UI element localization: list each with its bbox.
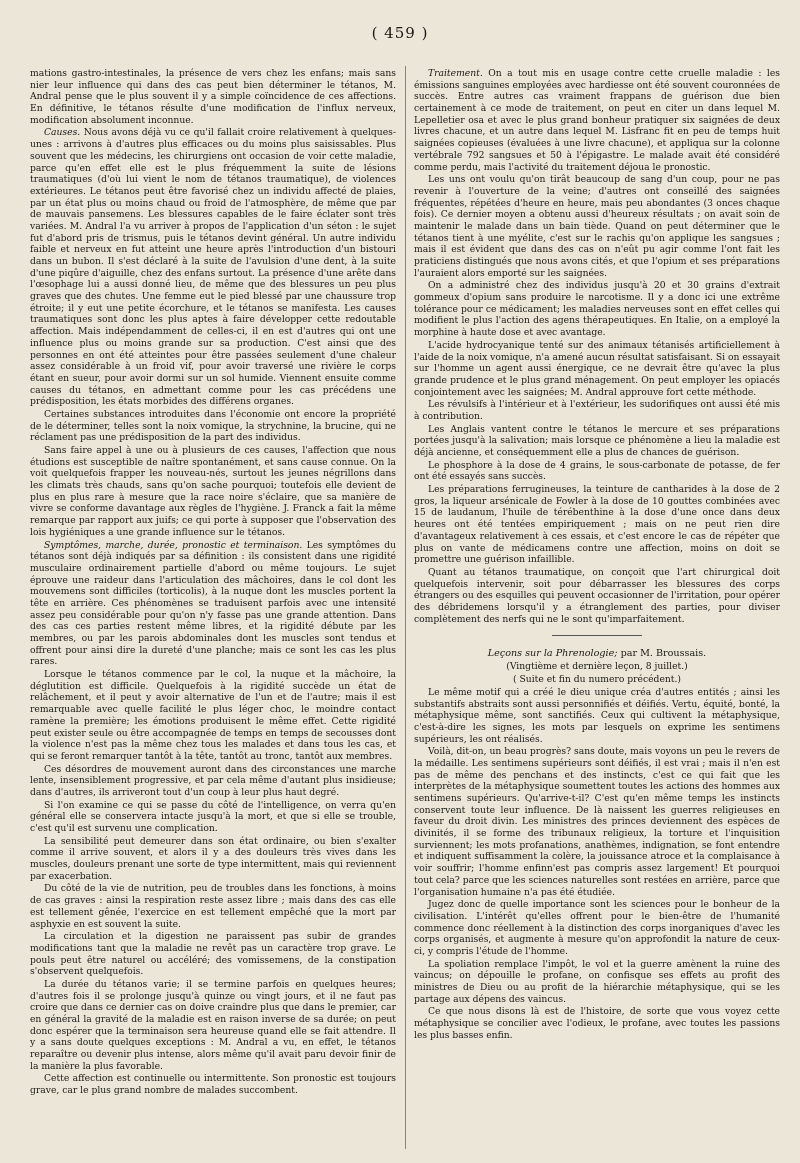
paragraph: L'acide hydrocyanique tenté sur des animaux tétanisés artificiellement à l'aide de la noix vomique, n'a amené aucun résultat satisfaisant. Si on essayait sur l'homme un agent aussi énergique, ce ne devrait être qu'avec la plus grande prudence et le plus grand ménagement. On peut employer les opiacés conjointement avec les saignées; M. Andral approuve fort cette méthode.: [414, 339, 781, 398]
paragraph: La sensibilité peut demeurer dans son état ordinaire, ou bien s'exalter comme il arrive souvent, et alors il y a des douleurs très vives dans les muscles, douleurs prenant une sorte de type intermittent, mais qui reviennent par exacerbation.: [30, 835, 396, 882]
paragraph: Lorsque le tétanos commence par le col, la nuque et la mâchoire, la déglutition est difficile. Quelquefois à la rigidité succède un état de relâchement, et il peut y avoir alternative de l'un et de l'autre; mais il est remarquable avec quelle facilité le plus léger choc, le moindre contact ramène la première; les émotions produisent le même effet. Cette rigidité peut exister seule ou être accompagnée de temps en temps de secousses dont la violence n'est pas la même chez tous les malades et dans tous les cas, et qui se feront remarquer tantôt à la tête, tantôt au tronc, tantôt aux membres.: [30, 669, 396, 762]
paragraph-treatment: [414, 68, 780, 173]
paragraph-symptoms: [30, 540, 396, 669]
paragraph-text: Les symptômes du tétanos sont déjà indiqués par sa définition : ils consistent dans une rigidité musculaire ordinairement partielle d'abord ou même toujours. Le sujet éprouve une raideur dans l'articulation des mâchoires, dans le col dont les mouvemens sont difficiles (torticolis), à la nuque dont les muscles portent la tête en arrière. Ces phénomènes se traduisent parfois avec une intensité assez peu considérable pour qu'on n'y fasse pas une grande attention. Dans des cas ces parties restent même libres, et la rigidité débute par les membres, ou par les parois abdominales dont les muscles sont tendus et offrent pour ainsi dire la dureté d'une planche; mais ce sont les cas les plus rares.: [30, 539, 396, 668]
paragraph: Certaines substances introduites dans l'économie ont encore la propriété de le déterminer, telles sont la noix vomique, la strychnine, la brucine, qui ne réclament pas une prédisposition de la part des individus.: [30, 408, 396, 444]
article-subtitle: (Vingtième et dernière leçon, 8 juillet.): [506, 661, 688, 673]
paragraph: Si l'on examine ce qui se passe du côté de l'intelligence, on verra qu'en général elle se conservera intacte jusqu'à la mort, et que si elle se trouble, c'est qu'il est survenu une complication.: [30, 799, 396, 834]
paragraph: Les révulsifs à l'intérieur et à l'extérieur, les sudorifiques ont aussi été mis à contribution.: [414, 399, 780, 422]
paragraph: Ces désordres de mouvement auront dans des circonstances une marche lente, insensiblement progressive, et par cela même d'autant plus insidieuse; dans d'autres, ils arriveront tout d'un coup à leur plus haut degré.: [30, 763, 396, 798]
article-title: [414, 648, 780, 660]
paragraph-text: Nous avons déjà vu ce qu'il fallait croire relativement à quelques-unes : arrivons à d'autres plus efficaces ou du moins plus saisissables. Plus souvent que les médecins, les chirurgiens ont occasion de voir cette maladie, parce qu'en effet elle est le plus fréquemment la suite de lésions traumatiques (d'où lui vient le nom de tétanos traumatique), de violences extérieures. Le tétanos peut être favorisé chez un individu affecté de plaies, par un état plus ou moins chaud ou froid de l'atmosphère, de même que par de mauvais pansemens. Les blessures capables de le faire éclater sont très variées. M. Andral l'a vu arriver à propos de l'application d'un séton : le sujet fut d'abord pris de trismus, puis le tétanos devint général. Un autre individu faible et nerveux en fut atteint une heure après l'introduction d'un bistouri dans un bubon. Il s'est déclaré à la suite de l'avulsion d'une dent, à la suite d'une piqûre d'aiguille, chez des enfans surtout. La présence d'une arête dans l'œsophage lui a aussi donné lieu, de même que des blessures un peu plus graves que des chutes. Une femme eut le pied blessé par une chaussure trop étroite; il y eut une petite écorchure, et le tétanos se manifesta. Les causes traumatiques sont donc les plus aptes à faire développer cette redoutable affection. Mais indépendamment de celles-ci, il en est d'autres qui ont une influence plus ou moins grande sur sa production. C'est ainsi que des personnes en ont été atteintes pour être passées seulement d'une chaleur assez considérable à un froid vif, pour avoir traversé une rivière le corps étant en sueur, pour avoir dormi sur un sol humide. Viennent ensuite comme causes du tétanos, en admettant comme pour les cas précédens une prédisposition, les états morbides des différens organes.: [30, 127, 396, 408]
paragraph: La spoliation remplace l'impôt, le vol et la guerre amènent la ruine des vaincus; on dépouille le profane, on confisque ses effets au profit des ministres de Dieu ou au profit de la hiérarchie métaphysique, qui se les partage aux dépens des vaincus.: [414, 958, 780, 1005]
paragraph: Sans faire appel à une ou à plusieurs de ces causes, l'affection que nous étudions est susceptible de naître spontanément, et sans cause connue. On la voit quelquefois frapper les nouveau-nés, surtout les jeunes négrillons dans les climats très chauds, sans qu'on sache pourquoi; toutefois elle devient de plus en plus rare à mesure que la race noire s'éclaire, que sa manière de vivre se conforme davantage aux règles de l'hygiène. J. Franck a fait la même remarque par rapport aux juifs; ce qui porte à supposer que l'observation des lois hygiéniques a une grande influence sur le tétanos.: [30, 445, 396, 538]
paragraph: La durée du tétanos varie; il se termine parfois en quelques heures; d'autres fois il se prolonge jusqu'à quinze ou vingt jours, et il ne faut pas croire que dans ce dernier cas on doive craindre plus que dans le premier, car en général la gravité de la maladie est en raison inverse de sa durée; on peut donc espérer que la terminaison sera heureuse quand elle se fait attendre. Il y a sans doute quelques exceptions : M. Andral a vu, en effet, le tétanos reparaître ou devenir plus intense, alors même qu'il avait paru devoir finir de la manière la plus favorable.: [30, 978, 396, 1072]
article-title-text: Leçons sur la Phrenologie;: [487, 648, 618, 660]
article-author: par M. Broussais.: [617, 648, 707, 660]
paragraph: Le phosphore à la dose de 4 grains, le sous-carbonate de potasse, de fer ont été essayés sans succès.: [414, 459, 780, 483]
paragraph: Jugez donc de quelle importance sont les sciences pour le bonheur de la civilisation. L'intérêt qu'elles offrent pour le bien-être de l'humanité commence donc réellement à la distinction des corps inorganiques d'avec les corps organisés, et augmente à mesure qu'on approfondit la nature de ceux-ci, y compris l'étude de l'homme.: [414, 899, 780, 957]
section-separator: [552, 635, 642, 636]
paragraph: mations gastro-intestinales, la présence de vers chez les enfans; mais sans nier leur influence qui dans des cas peut bien déterminer le tétanos, M. Andral pense que le plus souvent il y a simple coïncidence de ces affections. En définitive, le tétanos résulte d'une modification de l'influx nerveux, modification absolument inconnue.: [30, 68, 396, 126]
paragraph: On a administré chez des individus jusqu'à 20 et 30 grains d'extrait gommeux d'opium sans produire le narcotisme. Il y a donc ici une extrême tolérance pour ce médicament; les maladies nerveuses sont en effet celles qui modifient le plus l'action des agens thérapeutiques. En Italie, on a employé la morphine à haute dose et avec avantage.: [414, 280, 780, 339]
column-divider: [405, 66, 406, 1149]
section-heading-causes: Causes.: [44, 127, 81, 139]
paragraph: Les préparations ferrugineuses, la teinture de cantharides à la dose de 2 gros, la liqueur arsénicale de Fowler à la dose de 10 gouttes combinées avec 15 de laudanum, l'huile de térébenthine à la dose d'une once dans deux heures ont été tentées empiriquement ; mais on ne peut rien dire d'avantageux relativement à ces essais, et c'est encore le cas de répéter que plus on vante de médicamens contre une affection, moins on doit se promettre une guérison infaillible.: [414, 484, 780, 566]
paragraph: Ce que nous disons là est de l'histoire, de sorte que vous voyez cette métaphysique se concilier avec l'odieux, le profane, avec toutes les passions les plus basses enfin.: [414, 1006, 780, 1041]
paragraph: Quant au tétanos traumatique, on conçoit que l'art chirurgical doit quelquefois intervenir, soit pour débarrasser les blessures des corps étrangers ou des esquilles qui peuvent occasionner de l'irritation, pour opérer des débridemens lorsqu'il y a étranglement des parties, pour diviser complètement des nerfs qui ne le sont qu'imparfaitement.: [414, 566, 780, 625]
paragraph: Les Anglais vantent contre le tétanos le mercure et ses préparations portées jusqu'à la salivation; mais lorsque ce phénomène a lieu la maladie est déjà ancienne, et conséquemment elle a plus de chances de guérison.: [414, 423, 780, 458]
paragraph: Voilà, dit-on, un beau progrès? sans doute, mais voyons un peu le revers de la médaille. Les sentimens supérieurs sont déifiés, il est vrai ; mais il n'en est pas de même des penchans et des instincts, c'est ce qui fait que les interprètes de la métaphysique soumettent toutes les actions des hommes aux sentimens supérieurs. Qu'arrive-t-il? C'est qu'en même temps les instincts conservent toute leur influence. De là naissent les guerres religieuses en faveur du droit divin. Les ministres des princes deviennent des espèces de divinités, il se forme des tribunaux religieux, la torture et l'inquisition surviennent; les mots profanations, anathèmes, indignation, se font entendre et indiquent suffisamment la colère, la jouissance atroce et la complaisance à voir souffrir; l'homme enfinn'est pas compris assez largement! Et pourquoi tout cela? parce que les sciences naturelles sont restées en arrière, parce que l'organisation humaine n'a pas été étudiée.: [414, 746, 780, 898]
section-heading-symptoms: Symptômes, marche, durée, pronostic et terminaison.: [44, 539, 303, 551]
left-column: [30, 68, 396, 1098]
right-column: [414, 68, 780, 1042]
paragraph: Cette affection est continuelle ou intermittente. Son pronostic est toujours grave, car le plus grand nombre de malades succombent.: [30, 1073, 396, 1097]
paragraph: Les uns ont voulu qu'on tirât beaucoup de sang d'un coup, pour ne pas revenir à l'ouverture de la veine; d'autres ont conseillé des saignées fréquentes, répétées d'heure en heure, mais peu abondantes (3 onces chaque fois). Ce dernier moyen a obtenu aussi d'heureux résultats ; on avait soin de maintenir le malade dans un bain tiède. Quand on peut déterminer que le tétanos tient à une myélite, c'est sur le rachis qu'on applique les sangsues ; mais il est évident que dans des cas on n'eût pu agir comme l'ont fait les praticiens distingués que nous avons cités, et que l'opium et ses préparations l'auraient alors emporté sur les saignées.: [414, 174, 780, 279]
page-number: ( 459 ): [371, 24, 429, 42]
section-heading-treatment: Traitement.: [428, 68, 483, 79]
paragraph: Du côté de la vie de nutrition, peu de troubles dans les fonctions, à moins de cas graves : ainsi la respiration reste assez libre ; mais dans des cas elle est tellement gênée, l'exercice en est tellement empêché que la mort par asphyxie en est souvent la suite.: [30, 883, 396, 930]
paragraph: La circulation et la digestion ne paraissent pas subir de grandes modifications tant que la maladie ne revêt pas un caractère trop grave. Le pouls peut être naturel ou accéléré; des vomissemens, de la constipation s'observent quelquefois.: [30, 931, 396, 978]
article-continuation-note: ( Suite et fin du numero précédent.): [513, 674, 681, 686]
paragraph: Le même motif qui a créé le dieu unique créa d'autres entités ; ainsi les substantifs abstraits sont aussi personnifiés et déifiés. Vertu, équité, bonté, la métaphysique même, sont sanctifiés. Ceux qui cultivent la métaphysique, c'est-à-dire les signes, les mots par lesquels on exprime les sentimens supérieurs, les ont réalisés.: [414, 686, 780, 745]
paragraph-text: On a tout mis en usage contre cette cruelle maladie : les émissions sanguines employées avec hardiesse ont été souvent couronnées de succès. Entre autres cas vraiment frappans de guérison due bien certainement à ce mode de traitement, on peut en citer un dans lequel M. Lepelletier osa et avec le plus grand bonheur pratiquer six saignées de deux livres chacune, et un autre dans lequel M. Lisfranc fit en peu de temps huit saignées copieuses (évaluées à une livre chacune), et appliqua sur la colonne vertébrale 792 sangsues et 50 à l'épigastre. Le malade avait été considéré comme perdu, mais l'activité du traitement déjoua le pronostic.: [414, 68, 780, 173]
paragraph-causes: [30, 127, 396, 408]
